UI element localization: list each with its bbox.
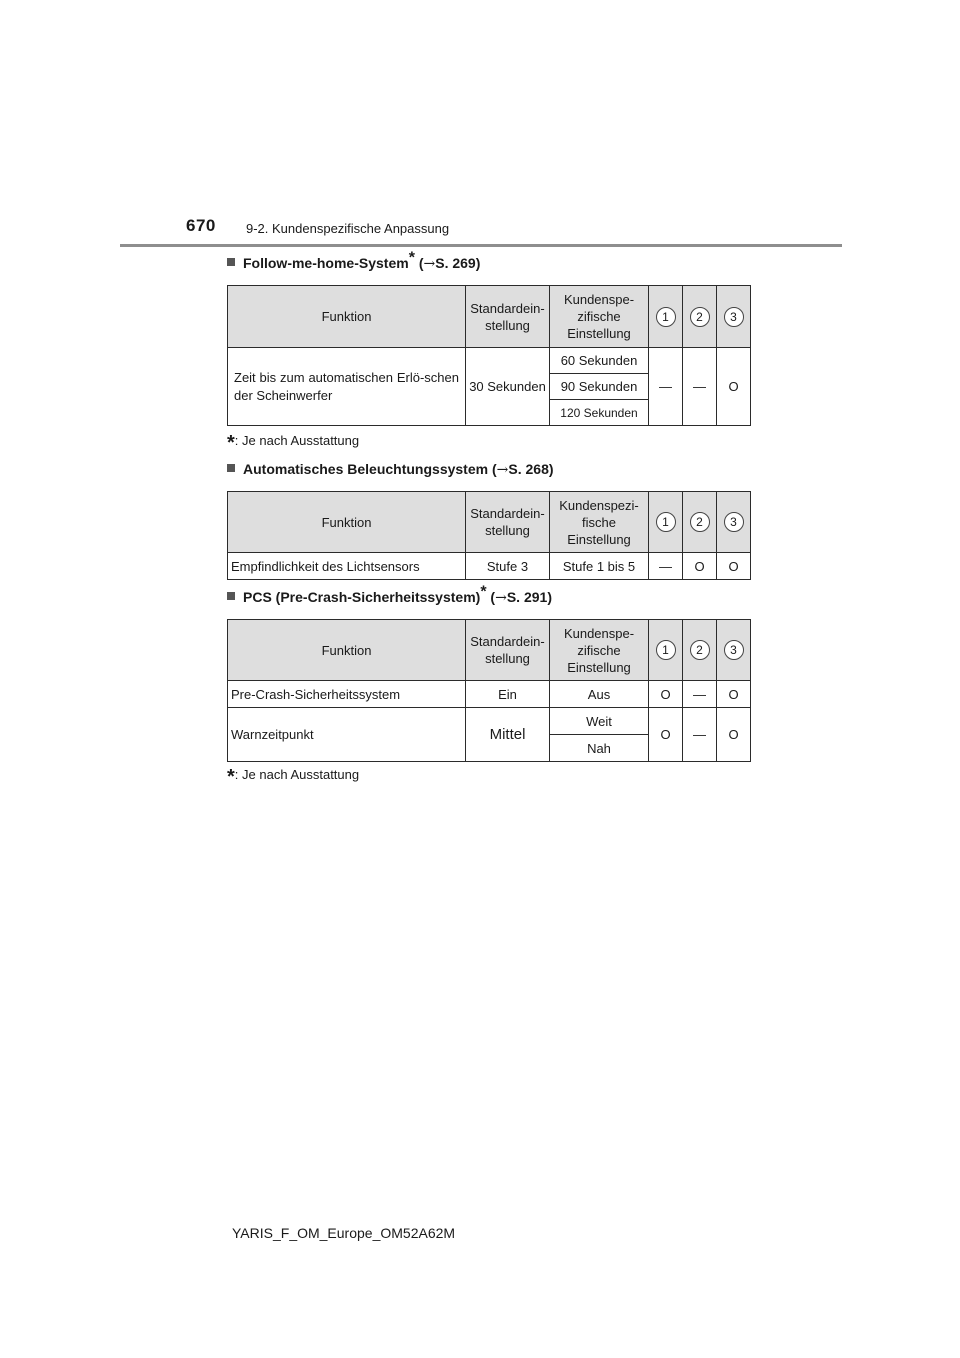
table-row [228, 553, 751, 580]
section-title-pcs [227, 583, 552, 606]
cell-function: Zeit bis zum automatischen Erlö-schen der Scheinwerfer [228, 348, 466, 426]
cell-custom: Stufe 1 bis 5 [550, 553, 649, 580]
circled-2-icon: 2 [690, 307, 710, 327]
cell-c1: O [649, 681, 683, 708]
circled-3-icon: 3 [724, 512, 744, 532]
col-default: Standardein-stellung [466, 620, 550, 681]
cell-custom-option: Weit [550, 708, 649, 735]
page-reference[interactable]: S. 269) [435, 255, 481, 271]
cell-c2: — [683, 681, 717, 708]
cell-c1: — [649, 553, 683, 580]
square-bullet-icon [227, 258, 235, 266]
col-3 [717, 286, 751, 348]
cell-c2: — [683, 348, 717, 426]
cell-default: Ein [466, 681, 550, 708]
table-row [228, 681, 751, 708]
cell-default: 30 Sekunden [466, 348, 550, 426]
footnote [227, 766, 359, 789]
col-1 [649, 620, 683, 681]
cell-function: Pre-Crash-Sicherheitssystem [228, 681, 466, 708]
pcs-table [227, 619, 751, 762]
asterisk-marker: * [408, 249, 415, 267]
cell-function: Warnzeitpunkt [228, 708, 466, 762]
col-custom: Kundenspe-zifische Einstellung [550, 286, 649, 348]
cell-c3: O [717, 681, 751, 708]
circled-1-icon: 1 [656, 307, 676, 327]
col-function: Funktion [228, 286, 466, 348]
ref-open: ( [486, 589, 496, 605]
section-title-auto-lighting [227, 461, 554, 478]
col-custom: Kundenspe-zifische Einstellung [550, 620, 649, 681]
cell-function: Empfindlichkeit des Lichtsensors [228, 553, 466, 580]
cell-c1: O [649, 708, 683, 762]
col-default: Standardein-stellung [466, 492, 550, 553]
arrow-right-icon: → [495, 590, 507, 606]
document-footer: YARIS_F_OM_Europe_OM52A62M [232, 1225, 456, 1241]
cell-c3: O [717, 708, 751, 762]
footnote-star: * [227, 766, 235, 788]
circled-3-icon: 3 [724, 640, 744, 660]
table-row [228, 348, 751, 374]
circled-1-icon: 1 [656, 512, 676, 532]
cell-custom-option: 60 Sekunden [550, 348, 649, 374]
col-3 [717, 492, 751, 553]
section-title-text: PCS (Pre-Crash-Sicherheitssystem) [243, 589, 481, 605]
col-1 [649, 286, 683, 348]
col-2 [683, 492, 717, 553]
table-header-row [228, 492, 751, 553]
col-custom: Kundenspezi-fische Einstellung [550, 492, 649, 553]
square-bullet-icon [227, 464, 235, 472]
cell-custom: Aus [550, 681, 649, 708]
circled-2-icon: 2 [690, 512, 710, 532]
col-3 [717, 620, 751, 681]
section-title-text: Follow-me-home-System [243, 255, 409, 271]
cell-c2: — [683, 708, 717, 762]
cell-c3: O [717, 553, 751, 580]
col-function: Funktion [228, 620, 466, 681]
page-number: 670 [186, 216, 216, 235]
cell-default: Stufe 3 [466, 553, 550, 580]
col-2 [683, 620, 717, 681]
cell-c3: O [717, 348, 751, 426]
arrow-right-icon: → [423, 256, 436, 272]
table-row [228, 708, 751, 735]
footnote-text: : Je nach Ausstattung [234, 433, 360, 448]
ref-open: ( [488, 461, 497, 477]
header-rule [120, 244, 842, 247]
page-reference[interactable]: S. 268) [508, 461, 554, 477]
table-header-row [228, 620, 751, 681]
circled-3-icon: 3 [724, 307, 744, 327]
footnote-star: * [227, 432, 235, 454]
square-bullet-icon [227, 592, 235, 600]
cell-custom-option: 120 Sekunden [550, 400, 649, 426]
circled-2-icon: 2 [690, 640, 710, 660]
ref-open: ( [414, 255, 424, 271]
table-header-row [228, 286, 751, 348]
col-2 [683, 286, 717, 348]
cell-custom-option: 90 Sekunden [550, 374, 649, 400]
arrow-right-icon: → [496, 462, 509, 478]
section-title-follow-me-home [227, 249, 481, 272]
section-title-text: Automatisches Beleuchtungssystem [243, 461, 489, 477]
auto-lighting-table [227, 491, 751, 580]
asterisk-marker: * [480, 583, 487, 601]
section-header: 9-2. Kundenspezifische Anpassung [246, 221, 450, 236]
circled-1-icon: 1 [656, 640, 676, 660]
col-default: Standardein-stellung [466, 286, 550, 348]
cell-c2: O [683, 553, 717, 580]
footnote [227, 432, 359, 455]
cell-c1: — [649, 348, 683, 426]
follow-me-home-table [227, 285, 751, 426]
page-reference[interactable]: S. 291) [506, 589, 552, 605]
col-function: Funktion [228, 492, 466, 553]
cell-default: Mittel [466, 708, 550, 762]
col-1 [649, 492, 683, 553]
cell-custom-option: Nah [550, 735, 649, 762]
footnote-text: : Je nach Ausstattung [234, 767, 360, 782]
